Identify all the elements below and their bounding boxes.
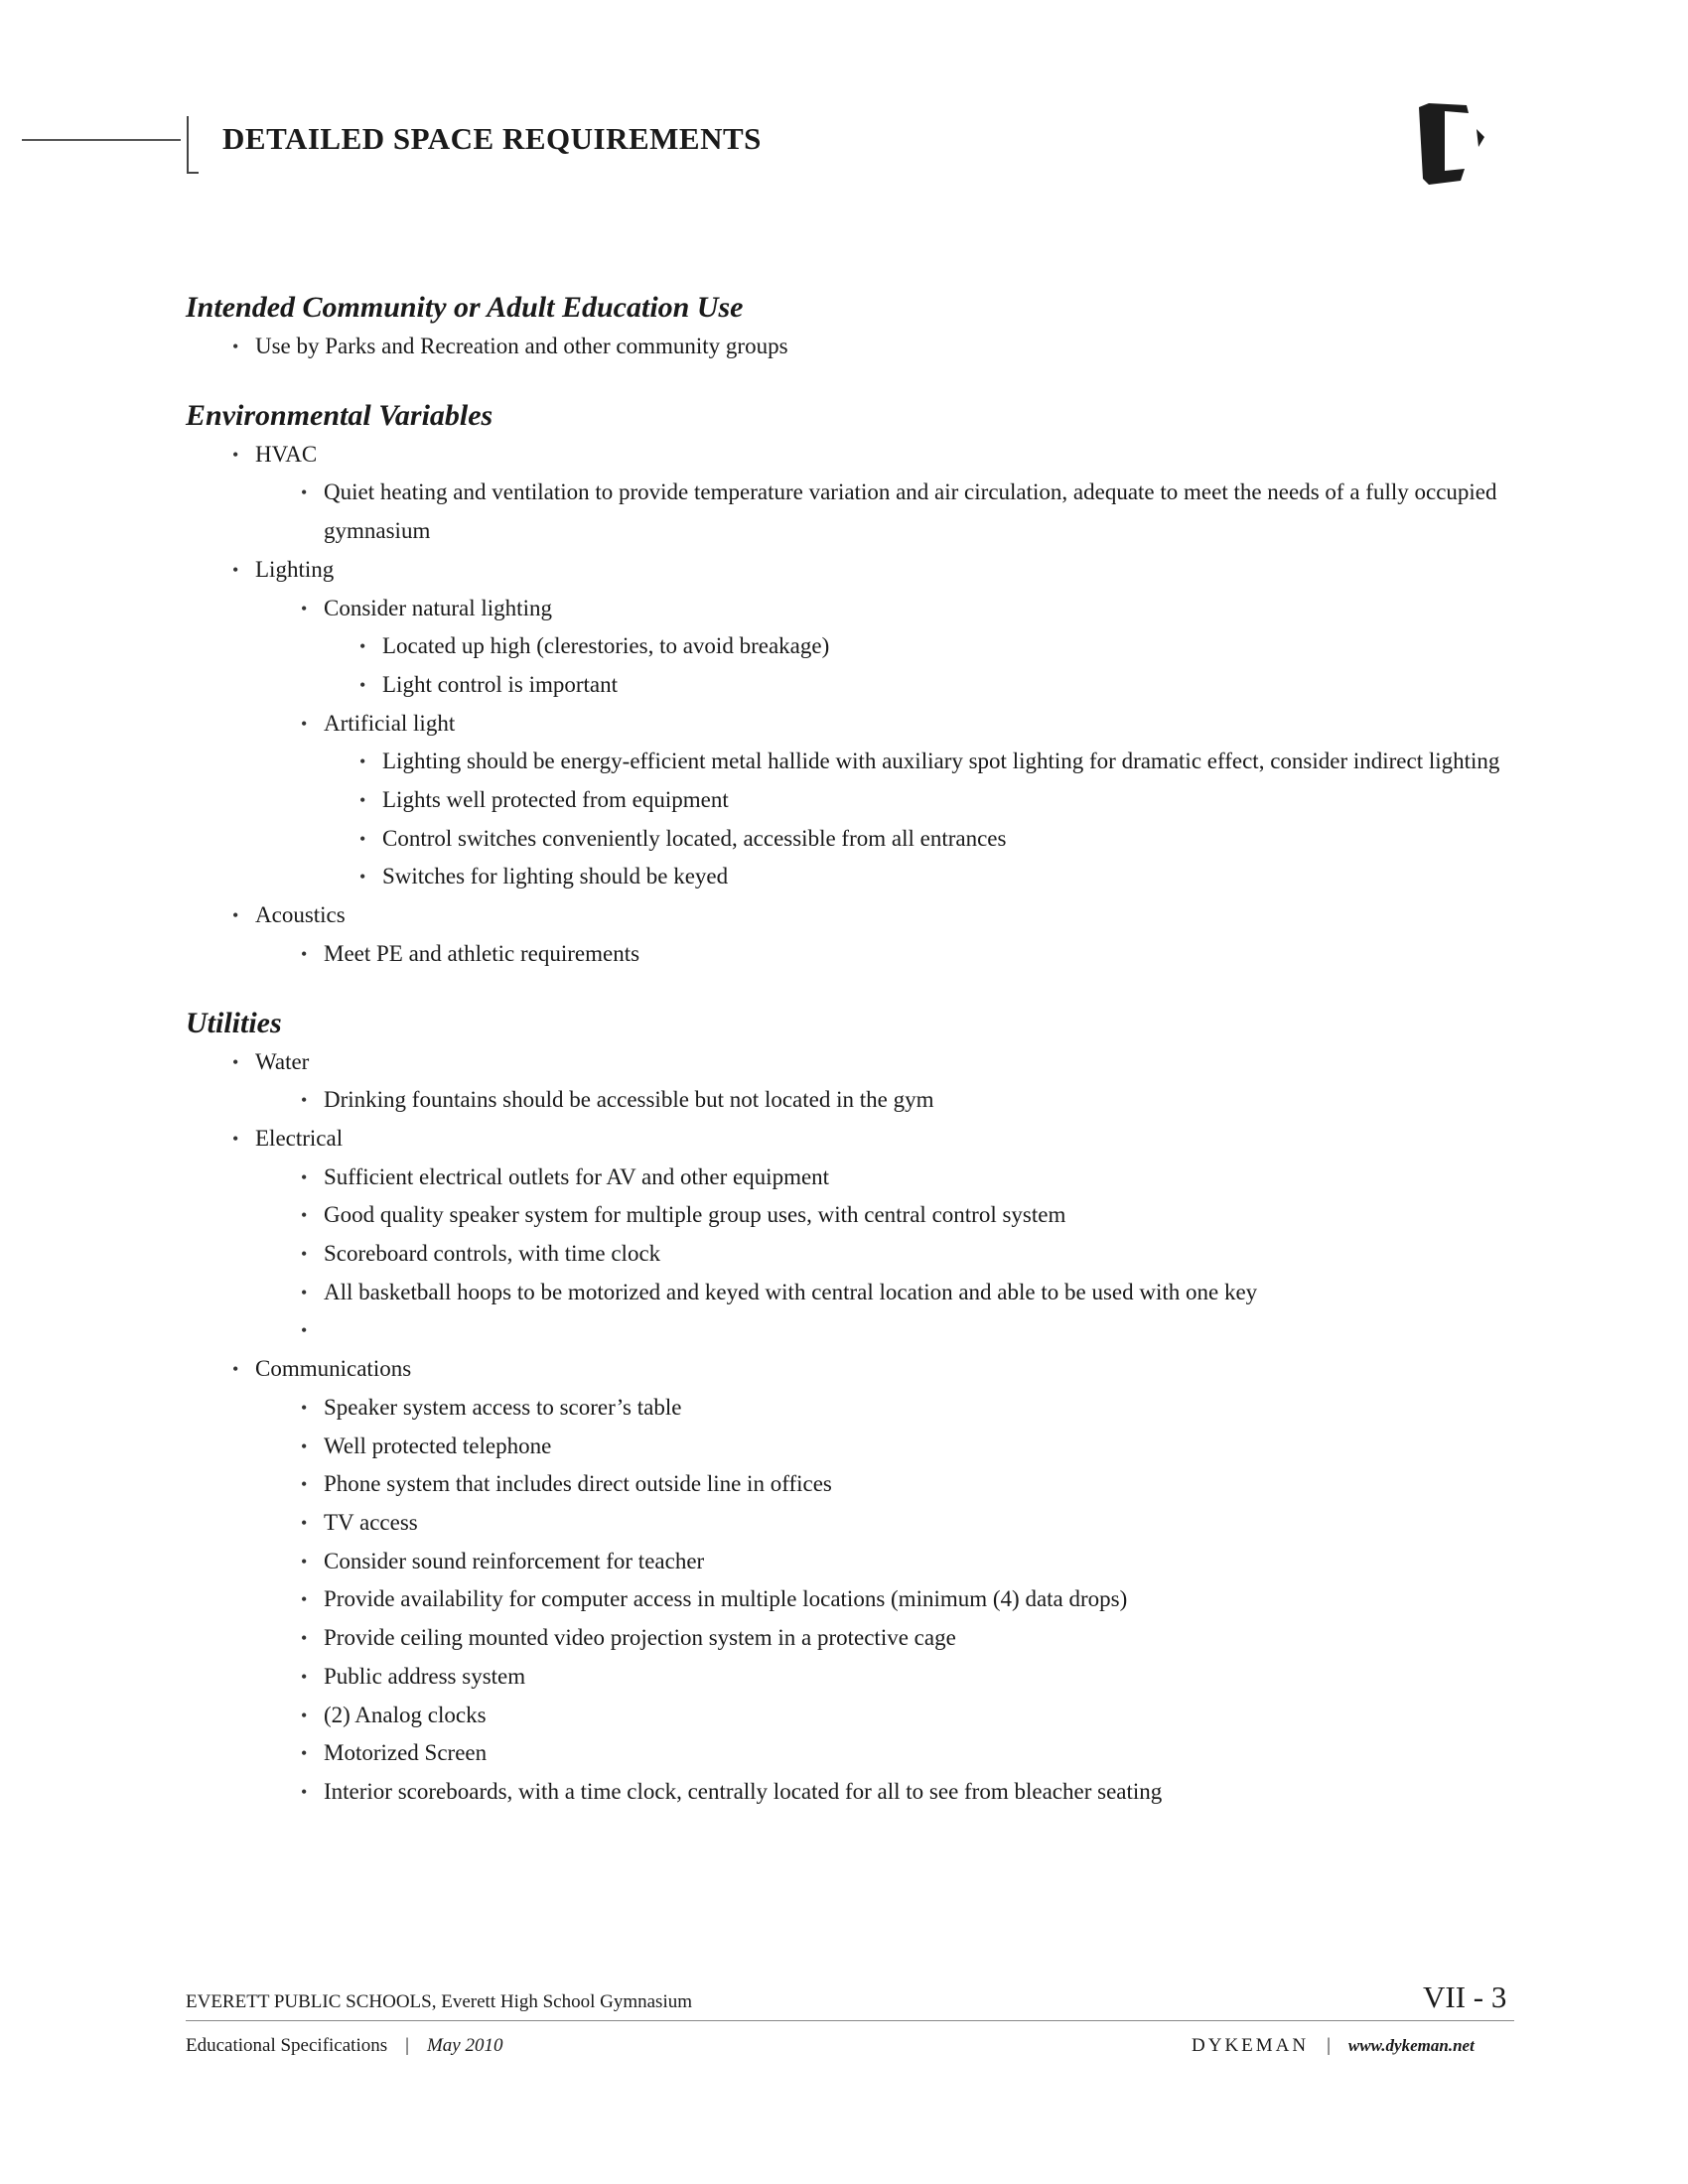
environmental-list (186, 436, 1516, 974)
list-item: • Switches for lighting should be keyed (186, 858, 1516, 896)
list-item: • TV access (186, 1504, 1516, 1543)
list-item-lighting: • Lighting (186, 551, 1516, 590)
header-tick-foot (187, 172, 199, 174)
list-item: • Phone system that includes direct outside line in offices (186, 1465, 1516, 1504)
footer-firm-info (1192, 2035, 1475, 2057)
list-item: • Provide ceiling mounted video projection system in a protective cage (186, 1619, 1516, 1658)
footer-client: EVERETT PUBLIC SCHOOLS, (186, 1991, 437, 2012)
footer-firm-name: DYKEMAN (1192, 2035, 1310, 2056)
header-tick-mark (187, 116, 189, 174)
section-heading-community: Intended Community or Adult Education Use (186, 291, 744, 324)
document-body (186, 288, 1516, 1812)
utilities-list (186, 1043, 1516, 1812)
footer-divider (186, 2020, 1514, 2021)
list-item: • Lights well protected from equipment (186, 781, 1516, 820)
page-number: VII - 3 (1423, 1979, 1507, 2014)
list-item: • Motorized Screen (186, 1734, 1516, 1773)
dykeman-logo-icon (1415, 99, 1504, 194)
list-item-artificial-light: • Artificial light (186, 705, 1516, 744)
list-item-acoustics: • Acoustics (186, 896, 1516, 935)
list-item: • Speaker system access to scorer’s table (186, 1389, 1516, 1428)
list-item: • Interior scoreboards, with a time clock, centrally located for all to see from bleacher seating (186, 1773, 1516, 1812)
list-item-electrical: • Electrical (186, 1120, 1516, 1159)
list-item: • Well protected telephone (186, 1428, 1516, 1466)
footer-doc-title: Educational Specifications (186, 2035, 388, 2056)
list-item: • Sufficient electrical outlets for AV and other equipment (186, 1159, 1516, 1197)
list-item: • Drinking fountains should be accessible but not located in the gym (186, 1081, 1516, 1120)
footer-project-name: Everett High School Gymnasium (441, 1991, 693, 2012)
list-item: • Provide availability for computer access in multiple locations (minimum (4) data drops) (186, 1580, 1516, 1619)
list-item: • Quiet heating and ventilation to provide temperature variation and air circulation, adequate to meet the needs of a fully occupied gymnasium (186, 474, 1530, 550)
list-item-natural-lighting: • Consider natural lighting (186, 590, 1516, 628)
list-item: • Lighting should be energy-efficient metal hallide with auxiliary spot lighting for dramatic effect, consider indirect lighting (186, 743, 1530, 781)
header-rule (22, 139, 181, 141)
list-item: • Use by Parks and Recreation and other community groups (186, 328, 1516, 366)
list-item: • Meet PE and athletic requirements (186, 935, 1516, 974)
footer-separator: | (1327, 2035, 1331, 2056)
list-item: • Control switches conveniently located, accessible from all entrances (186, 820, 1516, 859)
footer-date: May 2010 (426, 2035, 503, 2056)
community-list (186, 328, 1516, 366)
list-item: • Good quality speaker system for multiple group uses, with central control system (186, 1196, 1516, 1235)
list-item-hvac: • HVAC (186, 436, 1516, 475)
footer-doc-info (186, 2035, 502, 2057)
footer-separator: | (405, 2035, 409, 2056)
footer-project (186, 1991, 692, 2013)
list-item: • Public address system (186, 1658, 1516, 1697)
section-heading-environmental: Environmental Variables (186, 398, 493, 432)
list-item: • Scoreboard controls, with time clock (186, 1235, 1516, 1274)
section-heading-utilities: Utilities (186, 1006, 282, 1039)
list-item-water: • Water (186, 1043, 1516, 1082)
list-item: • Light control is important (186, 666, 1516, 705)
footer-url-link[interactable]: www.dykeman.net (1347, 2036, 1475, 2055)
list-item: • (2) Analog clocks (186, 1697, 1516, 1735)
list-item: • Located up high (clerestories, to avoid breakage) (186, 627, 1516, 666)
list-item: • Consider sound reinforcement for teacher (186, 1543, 1516, 1581)
list-item: • All basketball hoops to be motorized and keyed with central location and able to be used with one key (186, 1274, 1516, 1312)
list-item-empty (186, 1311, 1516, 1350)
page-title: DETAILED SPACE REQUIREMENTS (222, 121, 762, 156)
list-item-communications: • Communications (186, 1350, 1516, 1389)
